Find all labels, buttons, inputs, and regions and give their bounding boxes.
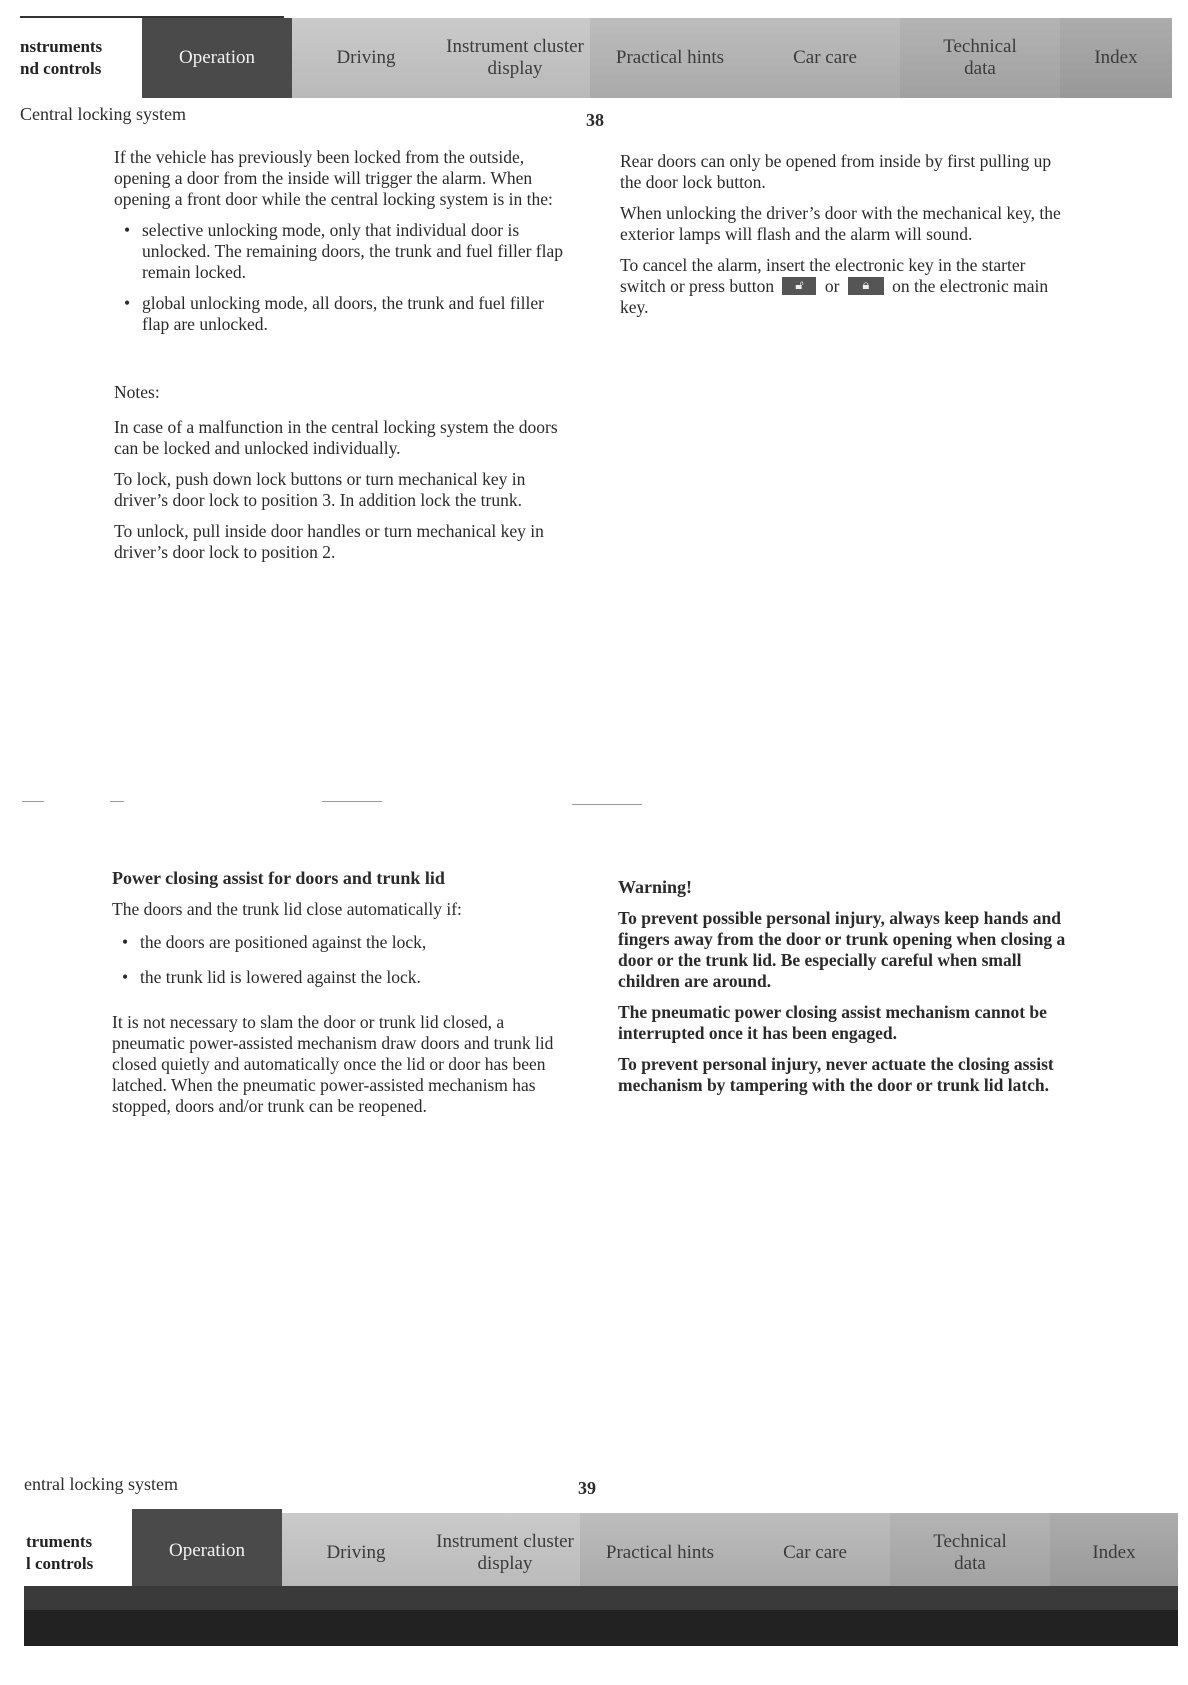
- paragraph-part: or: [824, 276, 840, 296]
- footer-band: [24, 1586, 1178, 1610]
- tab-driving[interactable]: [282, 1513, 430, 1593]
- bullet-list: [114, 220, 574, 335]
- section-heading: Power closing assist for doors and trunk lid: [112, 868, 445, 888]
- tab-driving-label: Driving: [336, 47, 396, 68]
- tab-driving[interactable]: [292, 18, 440, 98]
- tab-car-care-label: Car care: [793, 47, 857, 68]
- section-title-page38: Central locking system: [20, 104, 186, 124]
- top-nav-bar: [0, 18, 1172, 98]
- paragraph: To lock, push down lock buttons or turn mechanical key in driver’s door lock to position 3. In addition lock the trunk.: [114, 469, 526, 510]
- tab-instrument-cluster-display-label: Instrument cluster display: [436, 1531, 574, 1574]
- nav-section-label-line1: nstruments: [20, 37, 103, 56]
- tab-practical-hints-label: Practical hints: [605, 1542, 715, 1563]
- paragraph: It is not necessary to slam the door or trunk lid closed, a pneumatic power-assisted mechanism draw doors and trunk lid closed quietly and automatically once the lid or door has been latched. When the pneumatic power-assisted mechanism has stopped, doors and/or trunk can be reopened.: [112, 1012, 554, 1116]
- tab-practical-hints-label: Practical hints: [615, 47, 725, 68]
- page-divider: [110, 801, 124, 802]
- nav-section-label-line2: l controls: [26, 1554, 94, 1573]
- bottom-nav-bar: [0, 1513, 1178, 1593]
- tab-operation-label: Operation: [169, 1540, 245, 1561]
- paragraph: Rear doors can only be opened from inside by first pulling up the door lock button.: [620, 151, 1052, 192]
- tab-index[interactable]: [1050, 1513, 1178, 1593]
- page-divider: [322, 801, 382, 802]
- nav-section-label-line2: nd controls: [20, 59, 102, 78]
- paragraph-part: on the electronic main key.: [620, 276, 1049, 317]
- page38-right-column: [620, 151, 1075, 328]
- nav-section-label: [20, 18, 138, 98]
- list-item: • the doors are positioned against the lock,: [112, 932, 574, 953]
- nav-section-label-line1: truments: [26, 1532, 93, 1551]
- paragraph: If the vehicle has previously been locked from the outside, opening a door from the inside will trigger the alarm. When opening a front door while the central locking system is in the:: [114, 147, 553, 209]
- warning-paragraph: The pneumatic power closing assist mechanism cannot be interrupted once it has been engaged.: [618, 1002, 1047, 1043]
- paragraph: The doors and the trunk lid close automatically if:: [112, 899, 462, 919]
- paragraph-cancel-alarm: [620, 255, 1075, 318]
- page-divider: [22, 801, 44, 802]
- paragraph: To unlock, pull inside door handles or turn mechanical key in driver’s door lock to position 2.: [114, 521, 544, 562]
- page-divider: [572, 804, 642, 805]
- tab-technical-data[interactable]: [900, 18, 1060, 98]
- tab-technical-data[interactable]: [890, 1513, 1050, 1593]
- list-item: • selective unlocking mode, only that individual door is unlocked. The remaining doors, the trunk and fuel filler flap remain locked.: [114, 220, 574, 283]
- tab-technical-data-label: Technical data: [933, 1531, 1007, 1574]
- page38-left-column: [114, 147, 574, 347]
- footer-band: [24, 1610, 1178, 1646]
- nav-section-label: [26, 1513, 130, 1593]
- warning-paragraph: To prevent personal injury, never actuate the closing assist mechanism by tampering with the door or trunk lid latch.: [618, 1054, 1054, 1095]
- tab-driving-label: Driving: [326, 1542, 386, 1563]
- bullet-list: [112, 932, 574, 988]
- tab-index[interactable]: [1060, 18, 1172, 98]
- lock-icon: 🔒︎: [848, 277, 884, 295]
- tab-car-care-label: Car care: [783, 1542, 847, 1563]
- tab-instrument-cluster-display[interactable]: [430, 1513, 580, 1593]
- list-item: • global unlocking mode, all doors, the trunk and fuel filler flap are unlocked.: [114, 293, 574, 335]
- tab-instrument-cluster-display-label: Instrument cluster display: [446, 36, 584, 79]
- unlock-icon: 🔓︎: [782, 277, 816, 295]
- tab-practical-hints[interactable]: [580, 1513, 740, 1593]
- tab-operation[interactable]: [142, 18, 292, 98]
- section-title-page39: entral locking system: [24, 1474, 178, 1494]
- list-item: • the trunk lid is lowered against the lock.: [112, 967, 574, 988]
- page39-warning: [618, 877, 1073, 1106]
- tab-car-care[interactable]: [750, 18, 900, 98]
- tab-index-label: Index: [1092, 1542, 1136, 1563]
- tab-technical-data-label: Technical data: [943, 36, 1017, 79]
- tab-operation[interactable]: [132, 1509, 282, 1593]
- paragraph: When unlocking the driver’s door with the mechanical key, the exterior lamps will flash and the alarm will sound.: [620, 203, 1061, 244]
- paragraph: In case of a malfunction in the central locking system the doors can be locked and unlocked individually.: [114, 417, 558, 458]
- page39-left-column: [112, 868, 574, 1127]
- tab-operation-label: Operation: [179, 47, 255, 68]
- warning-title: Warning!: [618, 877, 693, 897]
- notes-label: Notes:: [114, 382, 160, 402]
- page-number-39: 39: [578, 1478, 596, 1498]
- page38-notes: [114, 382, 574, 573]
- tab-index-label: Index: [1094, 47, 1138, 68]
- tab-car-care[interactable]: [740, 1513, 890, 1593]
- page-number-38: 38: [586, 110, 604, 130]
- tab-practical-hints[interactable]: [590, 18, 750, 98]
- warning-paragraph: To prevent possible personal injury, always keep hands and fingers away from the door or trunk opening when closing a door or the trunk lid. Be especially careful when small children are around.: [618, 908, 1066, 991]
- paragraph-part: To cancel the alarm, insert the electronic key in the starter switch or press button: [620, 255, 1026, 296]
- tab-instrument-cluster-display[interactable]: [440, 18, 590, 98]
